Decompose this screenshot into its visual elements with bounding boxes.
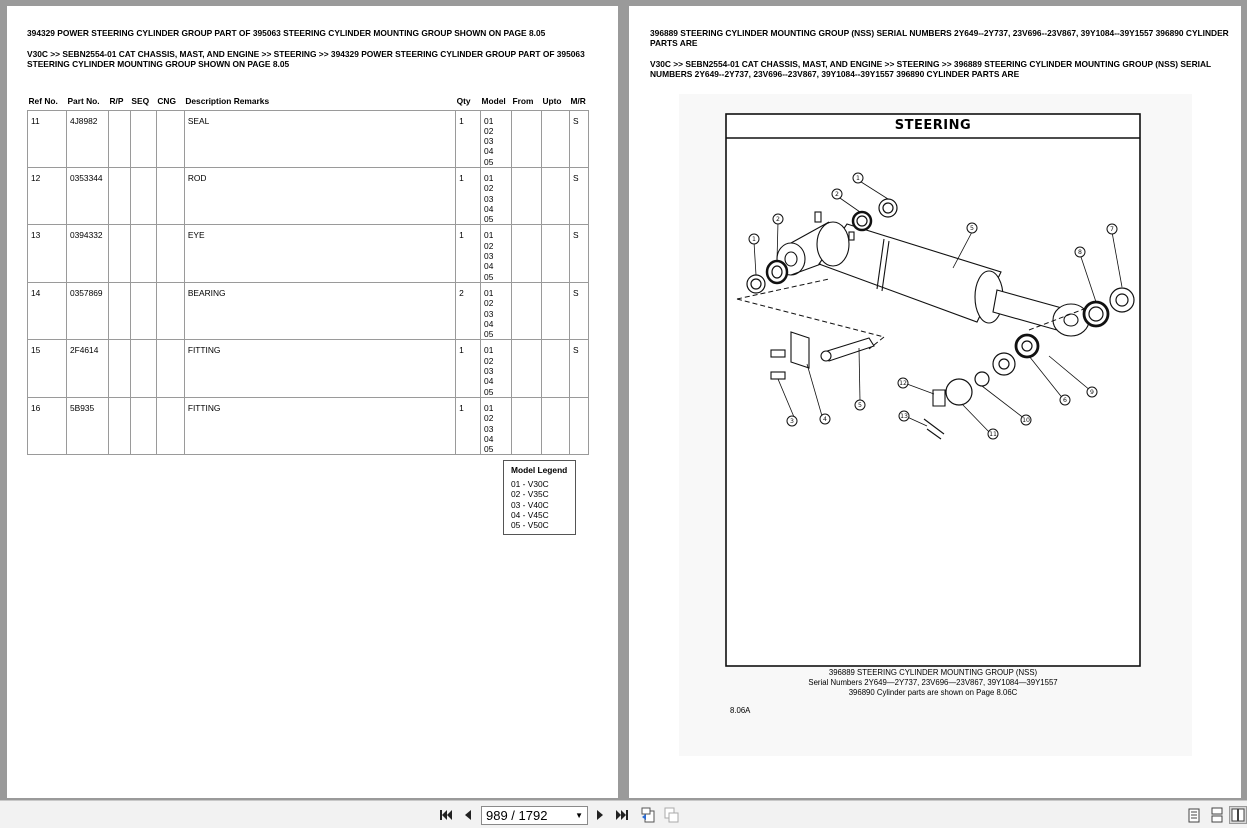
legend-item: 04 - V45C xyxy=(511,509,549,520)
svg-text:8: 8 xyxy=(1078,249,1082,256)
table-row xyxy=(28,282,589,339)
diagram-page-ref: 8.06A xyxy=(730,706,751,715)
callout xyxy=(787,416,797,426)
right-document-page xyxy=(629,6,1241,798)
col-upto: Upto xyxy=(542,95,562,106)
table-row xyxy=(28,167,589,224)
svg-text:1: 1 xyxy=(752,236,756,243)
previous-page-button[interactable] xyxy=(459,806,477,824)
model-cell: 01 02 03 04 05 xyxy=(481,167,512,224)
mr-cell: S xyxy=(569,340,588,397)
qty-cell: 1 xyxy=(456,110,481,167)
description-cell: ROD xyxy=(184,167,455,224)
svg-text:3: 3 xyxy=(790,418,794,425)
ref-no-cell: 15 xyxy=(28,340,67,397)
qty-cell: 1 xyxy=(456,225,481,282)
rp-cell xyxy=(108,225,130,282)
previous-view-icon xyxy=(640,807,656,823)
model-cell: 01 02 03 04 05 xyxy=(481,397,512,454)
qty-cell: 1 xyxy=(456,167,481,224)
ref-no-cell: 14 xyxy=(28,282,67,339)
right-page-breadcrumb: V30C >> SEBN2554-01 CAT CHASSIS, MAST, AND ENGINE >> STEERING >> 396889 STEERING CYLINDER MOUNTING GROUP (NSS) SERIAL NUMBERS 2Y649--2Y737, 23V696--23V867, 39Y1084--39Y1557 396890 CYLINDER PARTS ARE xyxy=(650,59,1211,79)
model-cell: 01 02 03 04 05 xyxy=(481,225,512,282)
svg-text:10: 10 xyxy=(1022,417,1030,424)
callout xyxy=(749,234,759,244)
svg-text:9: 9 xyxy=(1090,389,1094,396)
legend-item: 05 - V50C xyxy=(511,520,549,531)
next-view-button[interactable] xyxy=(662,806,680,824)
diagram-caption-3: 396890 Cylinder parts are shown on Page 8.06C xyxy=(848,688,1018,697)
mr-cell: S xyxy=(569,282,588,339)
description-cell: FITTING xyxy=(184,397,455,454)
callout xyxy=(1075,247,1085,257)
callout xyxy=(898,378,908,388)
col-description: Description Remarks xyxy=(185,95,270,106)
diagram-caption-1: 396889 STEERING CYLINDER MOUNTING GROUP (NSS) xyxy=(828,668,1038,677)
seq-cell xyxy=(130,340,156,397)
upto-cell xyxy=(541,340,569,397)
rp-cell xyxy=(108,340,130,397)
svg-text:7: 7 xyxy=(1110,226,1114,233)
from-cell xyxy=(512,340,542,397)
col-model: Model xyxy=(481,95,506,106)
mr-cell: S xyxy=(569,110,588,167)
first-page-icon xyxy=(439,809,453,821)
qty-cell: 1 xyxy=(456,340,481,397)
rp-cell xyxy=(108,167,130,224)
cng-cell xyxy=(156,282,184,339)
last-page-icon xyxy=(615,809,629,821)
diagram-caption-2: Serial Numbers 2Y649—2Y737, 23V696—23V867, 39Y1084—39Y1557 xyxy=(808,678,1058,687)
upto-cell xyxy=(541,225,569,282)
diagram-heading: STEERING xyxy=(894,118,972,133)
seq-cell xyxy=(130,167,156,224)
description-cell: FITTING xyxy=(184,340,455,397)
qty-cell: 2 xyxy=(456,282,481,339)
table-row xyxy=(28,340,589,397)
description-cell: SEAL xyxy=(184,110,455,167)
description-cell: EYE xyxy=(184,225,455,282)
upto-cell xyxy=(541,282,569,339)
cng-cell xyxy=(156,340,184,397)
callout xyxy=(1021,415,1031,425)
model-cell: 01 02 03 04 05 xyxy=(481,110,512,167)
steering-cylinder-diagram xyxy=(679,94,1192,756)
viewer-toolbar xyxy=(0,800,1247,828)
left-document-page xyxy=(7,6,618,798)
ref-no-cell: 16 xyxy=(28,397,67,454)
part-no-cell: 0357869 xyxy=(66,282,108,339)
mr-cell: S xyxy=(569,225,588,282)
from-cell xyxy=(512,225,542,282)
from-cell xyxy=(512,110,542,167)
seq-cell xyxy=(130,110,156,167)
svg-text:6: 6 xyxy=(1063,397,1067,404)
callout xyxy=(853,173,863,183)
first-page-button[interactable] xyxy=(437,806,455,824)
svg-text:2: 2 xyxy=(835,191,839,198)
table-row xyxy=(28,225,589,282)
from-cell xyxy=(512,282,542,339)
cng-cell xyxy=(156,225,184,282)
continuous-page-icon xyxy=(1211,807,1223,823)
callout xyxy=(773,214,783,224)
col-rp: R/P xyxy=(109,95,124,106)
svg-text:12: 12 xyxy=(899,380,907,387)
svg-text:2: 2 xyxy=(776,216,780,223)
cng-cell xyxy=(156,167,184,224)
table-row xyxy=(28,110,589,167)
seq-cell xyxy=(130,225,156,282)
last-page-button[interactable] xyxy=(613,806,631,824)
part-no-cell: 4J8982 xyxy=(66,110,108,167)
legend-item: 01 - V30C xyxy=(511,479,549,490)
previous-page-icon xyxy=(463,809,473,821)
callout xyxy=(855,400,865,410)
part-no-cell: 0353344 xyxy=(66,167,108,224)
part-no-cell: 2F4614 xyxy=(66,340,108,397)
callout xyxy=(1060,395,1070,405)
seq-cell xyxy=(130,397,156,454)
description-cell: BEARING xyxy=(184,282,455,339)
svg-text:5: 5 xyxy=(858,402,862,409)
from-cell xyxy=(512,397,542,454)
svg-text:4: 4 xyxy=(823,416,827,423)
page-number-value: 989 / 1792 xyxy=(486,808,548,823)
ref-no-cell: 12 xyxy=(28,167,67,224)
part-no-cell: 0394332 xyxy=(66,225,108,282)
callout xyxy=(1087,387,1097,397)
continuous-view-button[interactable] xyxy=(1208,806,1226,824)
rp-cell xyxy=(108,282,130,339)
from-cell xyxy=(512,167,542,224)
col-seq: SEQ xyxy=(131,95,150,106)
parts-table xyxy=(27,92,589,455)
ref-no-cell: 11 xyxy=(28,110,67,167)
single-page-view-button[interactable] xyxy=(1185,806,1203,824)
left-page-title: 394329 POWER STEERING CYLINDER GROUP PART OF 395063 STEERING CYLINDER MOUNTING GROUP SHOWN ON PAGE 8.05 xyxy=(27,28,546,38)
next-page-button[interactable] xyxy=(591,806,609,824)
facing-pages-view-button[interactable] xyxy=(1229,806,1247,824)
svg-text:13: 13 xyxy=(900,413,908,420)
right-page-title: 396889 STEERING CYLINDER MOUNTING GROUP (NSS) SERIAL NUMBERS 2Y649--2Y737, 23V696--23V867, 39Y1084--39Y1557 396890 CYLINDER PARTS ARE xyxy=(650,28,1229,48)
rp-cell xyxy=(108,397,130,454)
mr-cell xyxy=(569,397,588,454)
cng-cell xyxy=(156,110,184,167)
model-legend-title: Model Legend xyxy=(511,465,568,475)
col-part-no: Part No. xyxy=(67,95,100,106)
col-mr: M/R xyxy=(570,95,586,106)
svg-text:5: 5 xyxy=(970,225,974,232)
part-no-cell: 5B935 xyxy=(66,397,108,454)
left-page-breadcrumb: V30C >> SEBN2554-01 CAT CHASSIS, MAST, AND ENGINE >> STEERING >> 394329 POWER STEERING CYLINDER GROUP PART OF 395063 STEERING CYLINDER MOUNTING GROUP SHOWN ON PAGE 8.05 xyxy=(27,49,585,69)
single-page-icon xyxy=(1188,808,1200,823)
previous-view-button[interactable] xyxy=(639,806,657,824)
exploded-view-drawing xyxy=(679,94,1192,756)
callout xyxy=(967,223,977,233)
legend-item: 02 - V35C xyxy=(511,489,549,500)
next-view-icon xyxy=(663,807,679,823)
upto-cell xyxy=(541,397,569,454)
svg-text:1: 1 xyxy=(856,175,860,182)
callout xyxy=(988,429,998,439)
col-from: From xyxy=(512,95,534,106)
col-qty: Qty xyxy=(456,95,471,106)
mr-cell: S xyxy=(569,167,588,224)
callout xyxy=(1107,224,1117,234)
dropdown-arrow-icon: ▼ xyxy=(575,811,583,820)
upto-cell xyxy=(541,167,569,224)
next-page-icon xyxy=(595,809,605,821)
svg-text:11: 11 xyxy=(989,431,997,438)
qty-cell: 1 xyxy=(456,397,481,454)
upto-cell xyxy=(541,110,569,167)
model-cell: 01 02 03 04 05 xyxy=(481,282,512,339)
ref-no-cell: 13 xyxy=(28,225,67,282)
facing-pages-icon xyxy=(1231,808,1245,822)
legend-item: 03 - V40C xyxy=(511,499,549,510)
parts-table-header xyxy=(28,92,589,110)
callout xyxy=(832,189,842,199)
callout xyxy=(899,411,909,421)
model-legend xyxy=(503,460,576,535)
rp-cell xyxy=(108,110,130,167)
seq-cell xyxy=(130,282,156,339)
col-cng: CNG xyxy=(157,95,176,106)
col-ref-no: Ref No. xyxy=(28,95,58,106)
callout xyxy=(820,414,830,424)
table-row xyxy=(28,397,589,454)
cng-cell xyxy=(156,397,184,454)
page-number-select[interactable] xyxy=(481,806,588,825)
model-cell: 01 02 03 04 05 xyxy=(481,340,512,397)
